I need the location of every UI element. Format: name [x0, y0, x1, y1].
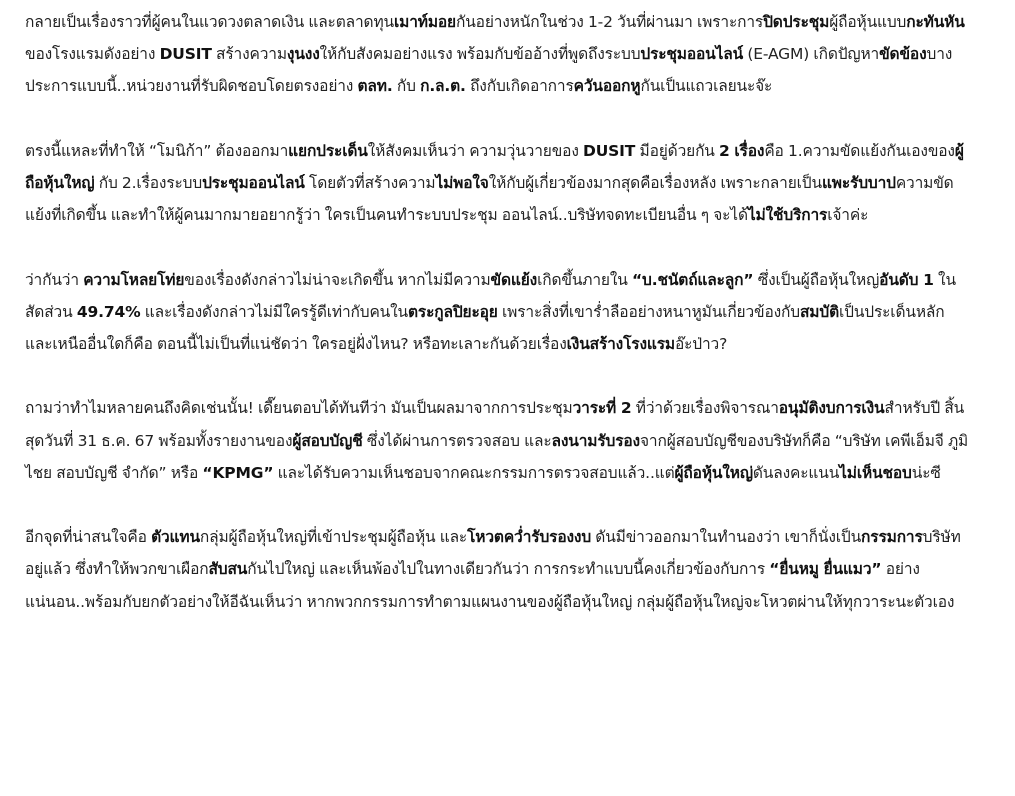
emphasis-text: ลงนามรับรอง [551, 431, 640, 450]
text-run: โดยตัวที่สร้างความ [304, 174, 436, 192]
emphasis-text: ตัวแทน [151, 528, 200, 547]
text-run: กลุ่มผู้ถือหุ้นใหญ่ที่เข้าประชุมผู้ถือหุ้น และ [199, 528, 468, 547]
text-run: ซึ่งเป็นผู้ถือหุ้นใหญ่ [753, 270, 880, 289]
emphasis-text: อนุมัติงบการเงิน [778, 399, 885, 418]
emphasis-text: ความโหลยโท่ย [83, 270, 185, 289]
text-run: เจ้าค่ะ [827, 206, 869, 225]
emphasis-text: DUSIT [159, 45, 212, 64]
text-run: ความขัดแย้งที่เกิดขึ้น และทำให้ผู้คนมากมายอยากรู้ว่า ใครเป็นคนทำระบบประชุม ออนไลน์..บริษัทจดทะเบียนอื่น ๆ จะได้ [25, 174, 954, 225]
text-run: ถึงกับเกิดอาการ [465, 77, 574, 96]
emphasis-text: ไม่พอใจ [435, 174, 489, 192]
emphasis-text: 49.74% [76, 302, 141, 321]
text-run: ให้กับผู้เกี่ยวข้องมากสุดคือเรื่องหลัง เพราะกลายเป็น [488, 174, 822, 192]
text-run: สำหรับปี สิ้นสุดวันที่ 31 ธ.ค. 67 พร้อมทั้งรายงานของ [25, 399, 965, 450]
text-run: เป็นประเด็นหลัก และเหนืออื่นใดก็คือ ตอนนี้ไม่เป็นที่แน่ชัดว่า ใครอยู่ฝั่งไหน? หรือทะเลาะกันด้วยเรื่อง [25, 302, 945, 353]
text-run: จากผู้สอบบัญชีของบริษัทก็คือ “บริษัท เคพีเอ็มจี ภูมิไชย สอบบัญชี จำกัด” หรือ [25, 431, 969, 482]
text-run: ตรงนี้แหละที่ทำให้ “โมนิก้า” ต้องออกมา [25, 141, 289, 160]
emphasis-text: โหวตคว่ำรับรองงบ [467, 528, 592, 547]
text-run: ดันลงคะแนน [752, 463, 840, 482]
paragraph-2 [25, 135, 975, 232]
emphasis-text: ขัดแย้ง [490, 270, 538, 289]
text-run: สร้างความ [211, 45, 287, 64]
text-run: กับ [392, 77, 421, 96]
text-run: ซึ่งได้ผ่านการตรวจสอบ และ [362, 431, 552, 450]
text-run: อ๊ะป่าว? [674, 335, 728, 353]
text-run: กันเป็นแถวเลยนะจ๊ะ [640, 77, 773, 96]
text-run: บริษัทอยู่แล้ว ซึ่งทำให้พวกขาเผือก [25, 528, 961, 579]
emphasis-text: กะทันหัน [906, 13, 965, 31]
emphasis-text: ผู้สอบบัญชี [292, 431, 363, 450]
text-run: ผู้ถือหุ้นแบบ [829, 13, 907, 31]
text-run: บางประการแบบนี้..หน่วยงานที่รับผิดชอบโดยตรงอย่าง [25, 45, 953, 96]
text-run: อีกจุดที่น่าสนใจคือ [25, 528, 152, 547]
text-run: คือ 1.ความขัดแย้งกันเองของ [764, 141, 955, 160]
emphasis-text: “บ.ชนัตถ์และลูก” [632, 270, 754, 289]
emphasis-text: อันดับ 1 [879, 270, 934, 289]
emphasis-text: ควันออกหู [573, 77, 641, 96]
emphasis-text: ไม่เห็นชอบ [839, 463, 912, 482]
emphasis-text: ขัดข้อง [879, 45, 927, 64]
text-run: ให้สังคมเห็นว่า ความวุ่นวายของ [367, 141, 584, 160]
text-run: ที่ว่าด้วยเรื่องพิจารณา [631, 399, 779, 418]
text-run: ว่ากันว่า [25, 270, 84, 289]
emphasis-text: กรรมการ [861, 528, 923, 547]
emphasis-text: ประชุมออนไลน์ [202, 174, 305, 192]
text-run: เกิดขึ้นภายใน [537, 270, 632, 289]
emphasis-text: งุนงง [286, 45, 320, 64]
emphasis-text: ไม่ใช้บริการ [747, 206, 828, 225]
emphasis-text: สับสน [208, 560, 248, 579]
emphasis-text: ผู้ถือหุ้นใหญ่ [674, 463, 753, 482]
paragraph-3 [25, 264, 975, 361]
emphasis-text: วาระที่ 2 [572, 399, 632, 418]
text-run: และได้รับความเห็นชอบจากคณะกรรมการตรวจสอบแล้ว..แต่ [273, 463, 675, 482]
emphasis-text: เงินสร้างโรงแรม [566, 335, 675, 353]
paragraph-5 [25, 521, 975, 618]
text-run: (E-AGM) เกิดปัญหา [743, 45, 880, 64]
emphasis-text: DUSIT [583, 141, 636, 160]
emphasis-text: “ยื่นหมู ยื่นแมว” [769, 560, 882, 579]
text-run: เพราะสิ่งที่เขาร่ำลืออย่างหนาหูมันเกี่ยวข้องกับ [497, 302, 800, 321]
emphasis-text: ตระกูลปิยะอุย [407, 302, 498, 321]
text-run: ให้กับสังคมอย่างแรง พร้อมกับข้ออ้างที่พูดถึงระบบ [319, 45, 641, 64]
text-run: อย่างแน่นอน..พร้อมกับยกตัวอย่างให้อีฉันเห็นว่า หากพวกกรรมการทำตามแผนงานของผู้ถือหุ้นใหญ่ กลุ่มผู้ถือหุ้นใหญ่จะโหวตผ่านให้ทุกวาระนะตัวเอง [25, 560, 955, 611]
text-run: ของโรงแรมดังอย่าง [25, 45, 160, 64]
text-run: ในสัดส่วน [25, 270, 956, 321]
emphasis-text: ผู้ถือหุ้นใหญ่ [25, 141, 964, 192]
emphasis-text: แยกประเด็น [288, 141, 368, 160]
text-run: กับ 2.เรื่องระบบ [94, 174, 203, 192]
emphasis-text: ตลท. [357, 77, 393, 96]
emphasis-text: ปิดประชุม [763, 13, 830, 31]
text-run: ถามว่าทำไมหลายคนถึงคิดเช่นนั้น! เดี๊ยนตอบได้ทันทีว่า มันเป็นผลมาจากการประชุม [25, 399, 573, 418]
emphasis-text: ก.ล.ต. [420, 77, 466, 96]
text-run: ดันมีข่าวออกมาในทำนองว่า เขาก็นั่งเป็น [591, 528, 862, 547]
emphasis-text: เมาท์มอย [393, 13, 456, 31]
emphasis-text: 2 เรื่อง [719, 141, 765, 160]
paragraph-4 [25, 392, 975, 489]
paragraph-1 [25, 6, 975, 103]
emphasis-text: สมบัติ [800, 302, 839, 321]
emphasis-text: ประชุมออนไลน์ [640, 45, 744, 64]
text-run: กันไปใหญ่ และเห็นพ้องไปในทางเดียวกันว่า การกระทำแบบนี้คงเกี่ยวข้องกับการ [247, 560, 770, 579]
text-run: น่ะซี [911, 463, 941, 482]
emphasis-text: “KPMG” [202, 463, 274, 482]
text-run: กลายเป็นเรื่องราวที่ผู้คนในแวดวงตลาดเงิน และตลาดทุน [25, 13, 394, 31]
text-run: ของเรื่องดังกล่าวไม่น่าจะเกิดขึ้น หากไม่มีความ [184, 270, 491, 289]
text-run: และเรื่องดังกล่าวไม่มีใครรู้ดีเท่ากับคนใน [140, 302, 408, 321]
text-run: กันอย่างหนักในช่วง 1-2 วันที่ผ่านมา เพราะการ [455, 13, 764, 31]
emphasis-text: แพะรับบาป [821, 174, 896, 192]
text-run: มีอยู่ด้วยกัน [635, 141, 720, 160]
